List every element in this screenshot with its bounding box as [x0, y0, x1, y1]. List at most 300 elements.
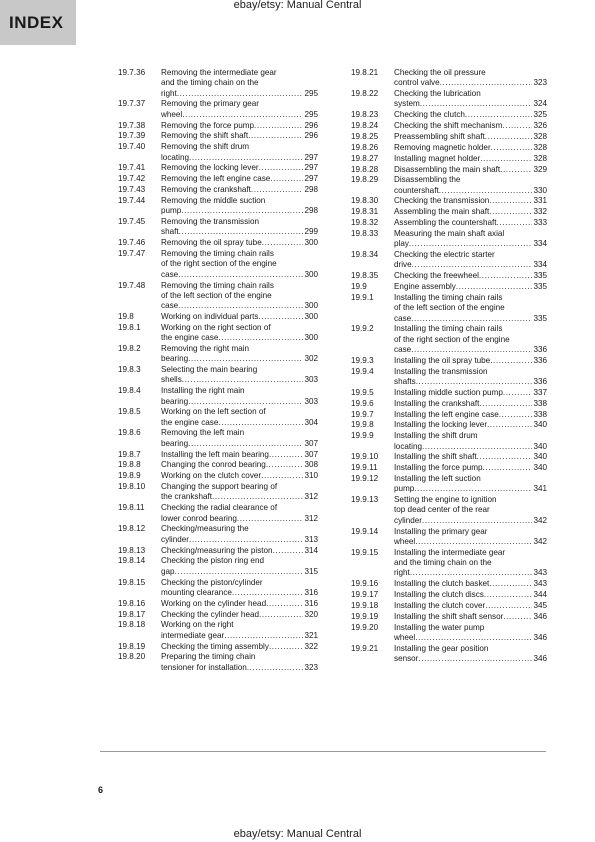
- toc-entry-page: 314: [304, 545, 318, 555]
- toc-entry[interactable]: [118, 217, 318, 238]
- toc-entry-page: 324: [533, 99, 547, 109]
- toc-entry-page: 295: [304, 109, 318, 119]
- toc-entry-title-line: gap: [161, 566, 175, 576]
- toc-entry-page: 307: [304, 449, 318, 459]
- toc-entry-title-line: sensor: [394, 654, 419, 664]
- toc-entry-title-line: Checking/measuring the piston: [161, 545, 273, 555]
- toc-entry[interactable]: [118, 610, 318, 620]
- dot-leader: [439, 186, 533, 196]
- dot-leader: [503, 612, 532, 622]
- toc-entry-number: 19.7.46: [118, 238, 146, 248]
- dot-leader: [269, 450, 303, 460]
- toc-entry-title-line: Installing the intermediate gear: [394, 547, 506, 557]
- toc-entry[interactable]: [351, 452, 547, 462]
- toc-entry[interactable]: [351, 282, 547, 292]
- toc-entry-title-line: Checking the lubrication: [394, 89, 481, 99]
- toc-entry[interactable]: [118, 546, 318, 556]
- toc-entry-number: 19.8.23: [351, 110, 379, 120]
- toc-entry[interactable]: [118, 323, 318, 344]
- toc-entry-title-line: of the right section of the engine: [161, 259, 277, 269]
- toc-entry[interactable]: [351, 143, 547, 153]
- toc-entry-title-line: Installing the clutch cover: [394, 600, 486, 610]
- toc-entry[interactable]: [351, 431, 547, 452]
- toc-entry-number: 19.8.2: [118, 343, 141, 353]
- toc-entry-title-line: control valve: [394, 78, 440, 88]
- toc-entry-title-line: Engine assembly: [394, 282, 456, 292]
- toc-entry[interactable]: [351, 410, 547, 420]
- toc-entry-page: 331: [533, 196, 547, 206]
- toc-entry-title-line: Installing the clutch basket: [394, 579, 490, 589]
- toc-entry[interactable]: [351, 601, 547, 611]
- dot-leader: [484, 590, 533, 600]
- toc-entry[interactable]: [351, 474, 547, 495]
- dot-leader: [178, 270, 303, 280]
- toc-entry-title-line: Installing the oil spray tube: [394, 355, 491, 365]
- toc-entry-title-line: Removing the left main: [161, 428, 245, 438]
- toc-entry-page: 312: [304, 513, 318, 523]
- toc-entry-number: 19.7.37: [118, 99, 146, 109]
- toc-entry[interactable]: [351, 207, 547, 217]
- dot-leader: [237, 514, 304, 524]
- toc-entry[interactable]: [351, 463, 547, 473]
- toc-entry-number: 19.8.13: [118, 545, 146, 555]
- toc-entry[interactable]: [118, 121, 318, 131]
- dot-leader: [266, 599, 303, 609]
- toc-entry-page: 316: [304, 587, 318, 597]
- toc-entry[interactable]: [118, 652, 318, 673]
- toc-entry[interactable]: [118, 556, 318, 577]
- toc-entry-title-line: play: [394, 239, 409, 249]
- toc-entry[interactable]: [351, 68, 547, 89]
- dot-leader: [181, 206, 303, 216]
- toc-entry-page: 316: [304, 598, 318, 608]
- dot-leader: [188, 439, 303, 449]
- toc-entry-title-line: Working on the clutch cover: [161, 471, 262, 481]
- toc-entry-number: 19.8.5: [118, 407, 141, 417]
- toc-entry-number: 19.8.4: [118, 386, 141, 396]
- toc-entry-number: 19.9.9: [351, 431, 374, 441]
- toc-entry-number: 19.8.25: [351, 131, 379, 141]
- toc-entry-title-line: Installing the left engine case: [394, 409, 499, 419]
- dot-leader: [479, 271, 533, 281]
- toc-entry-title-line: bearing: [161, 354, 189, 364]
- toc-entry-title-line: Installing the left suction: [394, 474, 481, 484]
- toc-entry-page: 342: [533, 515, 547, 525]
- toc-entry[interactable]: [118, 99, 318, 120]
- dot-leader: [188, 354, 303, 364]
- toc-entry[interactable]: [118, 407, 318, 428]
- toc-entry-title-line: Removing the shift shaft: [161, 131, 249, 141]
- toc-entry-title-line: bearing: [161, 438, 189, 448]
- toc-entry-page: 326: [533, 121, 547, 131]
- toc-entry-number: 19.8.22: [351, 89, 379, 99]
- toc-entry-number: 19.9.15: [351, 547, 379, 557]
- toc-entry-page: 333: [533, 218, 547, 228]
- toc-entry[interactable]: [118, 620, 318, 641]
- toc-entry-title-line: Installing the clutch discs: [394, 590, 484, 600]
- toc-entry-number: 19.8.20: [118, 652, 146, 662]
- toc-entry[interactable]: [351, 399, 547, 409]
- toc-entry-title-line: lower conrod bearing: [161, 513, 237, 523]
- toc-entry-title-line: the crankshaft: [161, 492, 213, 502]
- toc-entry-title-line: Removing magnetic holder: [394, 142, 491, 152]
- dot-leader: [480, 154, 532, 164]
- toc-entry-title-line: Installing the water pump: [394, 622, 485, 632]
- toc-entry[interactable]: [118, 131, 318, 141]
- toc-entry-number: 19.8.33: [351, 229, 379, 239]
- toc-entry-number: 19.8.7: [118, 449, 141, 459]
- toc-entry[interactable]: [118, 163, 318, 173]
- toc-entry-title-line: Working on the left section of: [161, 407, 266, 417]
- dot-leader: [177, 89, 304, 99]
- toc-entry-number: 19.8.3: [118, 365, 141, 375]
- toc-entry-title-line: Installing the gear position: [394, 643, 489, 653]
- toc-entry-page: 325: [533, 110, 547, 120]
- toc-entry[interactable]: [351, 218, 547, 228]
- toc-entry-title-line: Checking the piston ring end: [161, 556, 264, 566]
- toc-entry[interactable]: [118, 344, 318, 365]
- toc-entry-page: 321: [304, 630, 318, 640]
- toc-entry-page: 323: [533, 78, 547, 88]
- dot-leader: [259, 163, 304, 173]
- toc-entry[interactable]: [351, 110, 547, 120]
- dot-leader: [188, 397, 303, 407]
- toc-entry-page: 300: [304, 301, 318, 311]
- toc-entry[interactable]: [118, 249, 318, 280]
- toc-entry-page: 304: [304, 417, 318, 427]
- toc-entry-title-line: shells: [161, 375, 182, 385]
- toc-entry-title-line: case: [161, 269, 179, 279]
- toc-entry-page: 346: [533, 611, 547, 621]
- dot-leader: [411, 314, 532, 324]
- toc-entry-page: 346: [533, 632, 547, 642]
- toc-entry-title-line: Installing the primary gear: [394, 526, 488, 536]
- toc-entry-number: 19.7.48: [118, 280, 146, 290]
- toc-entry-number: 19.8.6: [118, 428, 141, 438]
- toc-entry-page: 338: [533, 409, 547, 419]
- toc-entry-page: 300: [304, 311, 318, 321]
- toc-entry[interactable]: [351, 548, 547, 579]
- toc-entry[interactable]: [118, 238, 318, 248]
- toc-entry-number: 19.8: [118, 311, 134, 321]
- toc-entry-title-line: Preparing the timing chain: [161, 652, 256, 662]
- toc-entry-title-line: of the left section of the engine: [394, 303, 505, 313]
- toc-entry-page: 328: [533, 142, 547, 152]
- toc-entry[interactable]: [118, 450, 318, 460]
- toc-entry-number: 19.8.10: [118, 482, 146, 492]
- toc-entry-title-line: Installing the shift shaft: [394, 452, 477, 462]
- toc-entry-number: 19.8.28: [351, 164, 379, 174]
- toc-entry[interactable]: [351, 623, 547, 644]
- toc-entry-title-line: pump: [161, 206, 182, 216]
- toc-entry-title-line: Installing the force pump: [394, 463, 483, 473]
- toc-entry-title-line: cylinder: [394, 515, 422, 525]
- toc-entry-title-line: Checking the radial clearance of: [161, 503, 278, 513]
- toc-entry-title-line: Removing the force pump: [161, 120, 255, 130]
- toc-entry-title-line: drive: [394, 260, 412, 270]
- toc-entry-page: 320: [304, 609, 318, 619]
- toc-entry-page: 300: [304, 269, 318, 279]
- toc-entry-number: 19.9.1: [351, 292, 374, 302]
- toc-entry-page: 297: [304, 152, 318, 162]
- toc-entry-page: 312: [304, 492, 318, 502]
- dot-leader: [499, 410, 533, 420]
- toc-entry-number: 19.8.11: [118, 503, 145, 513]
- toc-entry-page: 346: [533, 654, 547, 664]
- toc-entry-page: 303: [304, 396, 318, 406]
- toc-entry[interactable]: [351, 356, 547, 366]
- toc-entry-page: 297: [304, 174, 318, 184]
- toc-entry-title-line: case: [394, 313, 412, 323]
- toc-entry-page: 344: [533, 590, 547, 600]
- toc-entry[interactable]: [351, 293, 547, 324]
- toc-entry[interactable]: [118, 460, 318, 470]
- toc-entry[interactable]: [118, 471, 318, 481]
- toc-entry-title-line: Setting the engine to ignition: [394, 495, 497, 505]
- toc-entry-title-line: pump: [394, 484, 415, 494]
- toc-entry[interactable]: [351, 579, 547, 589]
- toc-entry-number: 19.8.29: [351, 175, 379, 185]
- toc-entry-title-line: wheel: [161, 109, 183, 119]
- toc-entry-page: 335: [533, 313, 547, 323]
- toc-entry-number: 19.7.40: [118, 142, 146, 152]
- toc-entry-number: 19.9.3: [351, 355, 374, 365]
- toc-entry-title-line: case: [161, 301, 179, 311]
- toc-entry-page: 310: [304, 471, 318, 481]
- toc-entry-title-line: Removing the shift drum: [161, 142, 250, 152]
- toc-entry-title-line: right: [394, 568, 410, 578]
- toc-entry-title-line: Assembling the main shaft: [394, 207, 490, 217]
- toc-entry-page: 337: [533, 387, 547, 397]
- toc-entry[interactable]: [351, 154, 547, 164]
- toc-entry-page: 340: [533, 463, 547, 473]
- toc-entry[interactable]: [351, 271, 547, 281]
- toc-entry-title-line: Removing the locking lever: [161, 163, 259, 173]
- toc-entry-page: 342: [533, 536, 547, 546]
- toc-entry-title-line: Selecting the main bearing: [161, 365, 258, 375]
- dot-leader: [491, 143, 533, 153]
- dot-leader: [489, 207, 532, 217]
- toc-entry-number: 19.7.43: [118, 185, 146, 195]
- toc-entry-page: 336: [533, 345, 547, 355]
- toc-entry-title-line: Removing the timing chain rails: [161, 280, 274, 290]
- toc-entry[interactable]: [118, 386, 318, 407]
- toc-entry-page: 300: [304, 238, 318, 248]
- toc-entry-number: 19.8.24: [351, 121, 379, 131]
- toc-entry-number: 19.9.5: [351, 387, 374, 397]
- dot-leader: [251, 185, 304, 195]
- toc-entry-number: 19.9.12: [351, 474, 379, 484]
- toc-entry[interactable]: [351, 165, 547, 175]
- toc-entry[interactable]: [118, 68, 318, 99]
- toc-entry-title-line: Checking the electric starter: [394, 250, 495, 260]
- toc-entry-number: 19.9.16: [351, 579, 379, 589]
- toc-entry-title-line: the engine case: [161, 417, 219, 427]
- toc-entry[interactable]: [351, 250, 547, 271]
- toc-entry-number: 19.8.34: [351, 250, 379, 260]
- toc-entry-title-line: shafts: [394, 377, 416, 386]
- toc-entry-title-line: Checking the clutch: [394, 110, 465, 120]
- toc-entry-title-line: Changing the conrod bearing: [161, 460, 266, 470]
- toc-entry-title-line: Installing magnet holder: [394, 153, 481, 163]
- toc-entry-number: 19.9.13: [351, 495, 379, 505]
- toc-entry-page: 298: [304, 185, 318, 195]
- toc-entry[interactable]: [351, 229, 547, 250]
- toc-entry-title-line: Installing the transmission: [394, 366, 488, 376]
- toc-entry-title-line: Working on the right section of: [161, 322, 271, 332]
- toc-entry-title-line: Checking the transmission: [394, 196, 490, 206]
- toc-entry[interactable]: [118, 196, 318, 217]
- dot-leader: [273, 546, 304, 556]
- dot-leader: [266, 460, 304, 470]
- toc-entry-page: 313: [304, 534, 318, 544]
- toc-entry-title-line: Changing the support bearing of: [161, 482, 278, 492]
- toc-entry-page: 322: [304, 641, 318, 651]
- dot-leader: [258, 312, 303, 322]
- toc-entry-title-line: Installing the timing chain rails: [394, 324, 503, 334]
- dot-leader: [489, 196, 532, 206]
- dot-leader: [465, 110, 533, 120]
- toc-entry-number: 19.7.45: [118, 217, 146, 227]
- toc-entry[interactable]: [351, 388, 547, 398]
- toc-entry-number: 19.8.30: [351, 196, 379, 206]
- dot-leader: [175, 567, 304, 577]
- toc-entry-number: 19.8.17: [118, 609, 146, 619]
- toc-entry-page: 343: [533, 568, 547, 578]
- toc-entry-title-line: Removing the left engine case: [161, 174, 271, 184]
- toc-entry[interactable]: [118, 365, 318, 386]
- toc-entry-title-line: Installing the timing chain rails: [394, 292, 503, 302]
- toc-column-right: [351, 68, 547, 665]
- toc-entry-number: 19.8.15: [118, 577, 146, 587]
- toc-entry[interactable]: [118, 503, 318, 524]
- toc-entry[interactable]: [118, 642, 318, 652]
- index-tab: INDEX: [0, 0, 76, 45]
- toc-entry[interactable]: [351, 132, 547, 142]
- dot-leader: [261, 471, 303, 481]
- toc-entry-number: 19.8.16: [118, 598, 146, 608]
- dot-leader: [218, 418, 303, 428]
- dot-leader: [500, 165, 532, 175]
- toc-entry-title-line: locating: [161, 152, 190, 162]
- toc-entry-number: 19.7.38: [118, 120, 146, 130]
- toc-entry-page: 336: [533, 355, 547, 365]
- dot-leader: [189, 153, 303, 163]
- toc-entry-title-line: right: [161, 88, 177, 98]
- toc-entry[interactable]: [351, 121, 547, 131]
- toc-entry-number: 19.8.32: [351, 218, 379, 228]
- toc-entry-page: 296: [304, 131, 318, 141]
- toc-entry-title-line: case: [394, 345, 412, 355]
- toc-entry-title-line: Working on the cylinder head: [161, 598, 267, 608]
- toc-entry[interactable]: [351, 527, 547, 548]
- toc-entry[interactable]: [351, 367, 547, 388]
- toc-entry-title-line: Checking the timing assembly: [161, 641, 269, 651]
- toc-entry[interactable]: [351, 612, 547, 622]
- toc-entry-number: 19.9.4: [351, 366, 374, 376]
- toc-entry[interactable]: [118, 174, 318, 184]
- toc-entry[interactable]: [351, 89, 547, 110]
- toc-entry-number: 19.8.12: [118, 524, 146, 534]
- toc-entry-number: 19.8.26: [351, 142, 379, 152]
- dot-leader: [456, 282, 533, 292]
- dot-leader: [416, 377, 533, 387]
- footer-watermark: ebay/etsy: Manual Central: [233, 828, 362, 840]
- toc-entry[interactable]: [351, 324, 547, 355]
- toc-entry[interactable]: [118, 185, 318, 195]
- dot-leader: [411, 345, 532, 355]
- toc-entry-page: 332: [533, 207, 547, 217]
- toc-entry-title-line: Installing the right main: [161, 386, 245, 396]
- toc-entry-page: 300: [304, 333, 318, 343]
- dot-leader: [254, 121, 303, 131]
- dot-leader: [440, 78, 533, 88]
- toc-entry-page: 329: [533, 164, 547, 174]
- toc-entry-title-line: Removing the middle suction: [161, 195, 266, 205]
- toc-entry[interactable]: [118, 578, 318, 599]
- dot-leader: [479, 399, 532, 409]
- toc-entry[interactable]: [118, 428, 318, 449]
- toc-entry[interactable]: [351, 590, 547, 600]
- dot-leader: [212, 492, 303, 502]
- toc-entry-title-line: Removing the right main: [161, 343, 250, 353]
- dot-leader: [182, 375, 304, 385]
- dot-leader: [415, 633, 532, 643]
- toc-entry-page: 338: [533, 398, 547, 408]
- toc-entry[interactable]: [118, 312, 318, 322]
- toc-entry-title-line: of the left section of the engine: [161, 290, 272, 300]
- toc-entry-page: 340: [533, 452, 547, 462]
- toc-entry[interactable]: [351, 175, 547, 196]
- toc-entry-title-line: Removing the crankshaft: [161, 185, 251, 195]
- toc-entry-page: 340: [533, 441, 547, 451]
- toc-entry[interactable]: [351, 644, 547, 665]
- toc-entry[interactable]: [351, 196, 547, 206]
- toc-entry-title-line: Installing the crankshaft: [394, 398, 480, 408]
- toc-entry[interactable]: [118, 142, 318, 163]
- toc-entry-page: 334: [533, 239, 547, 249]
- toc-entry-title-line: Checking the oil pressure: [394, 68, 486, 77]
- toc-entry-title-line: mounting clearance: [161, 587, 232, 597]
- toc-entry-title-line: Checking the freewheel: [394, 271, 479, 281]
- toc-entry-page: 299: [304, 227, 318, 237]
- dot-leader: [224, 631, 303, 641]
- toc-entry-page: 336: [533, 377, 547, 386]
- toc-entry-title-line: Removing the intermediate gear: [161, 68, 277, 77]
- toc-entry-title-line: bearing: [161, 396, 189, 406]
- toc-entry-title-line: Measuring the main shaft axial: [394, 229, 505, 239]
- toc-entry[interactable]: [118, 482, 318, 503]
- toc-entry-number: 19.8.27: [351, 153, 379, 163]
- toc-entry[interactable]: [118, 599, 318, 609]
- toc-entry-number: 19.9.11: [351, 463, 378, 473]
- toc-entry-number: 19.8.1: [118, 322, 141, 332]
- toc-entry[interactable]: [118, 281, 318, 312]
- toc-entry-number: 19.8.35: [351, 271, 379, 281]
- toc-entry-title-line: wheel: [394, 632, 416, 642]
- dot-leader: [414, 484, 532, 494]
- toc-entry-page: 345: [533, 600, 547, 610]
- toc-entry[interactable]: [351, 420, 547, 430]
- dot-leader: [415, 537, 532, 547]
- dot-leader: [422, 516, 532, 526]
- toc-entry-number: 19.8.21: [351, 68, 379, 77]
- toc-entry-page: 335: [533, 271, 547, 281]
- toc-entry-title-line: tensioner for installation: [161, 662, 247, 672]
- toc-entry[interactable]: [118, 524, 318, 545]
- toc-entry[interactable]: [351, 495, 547, 526]
- dot-leader: [247, 663, 304, 673]
